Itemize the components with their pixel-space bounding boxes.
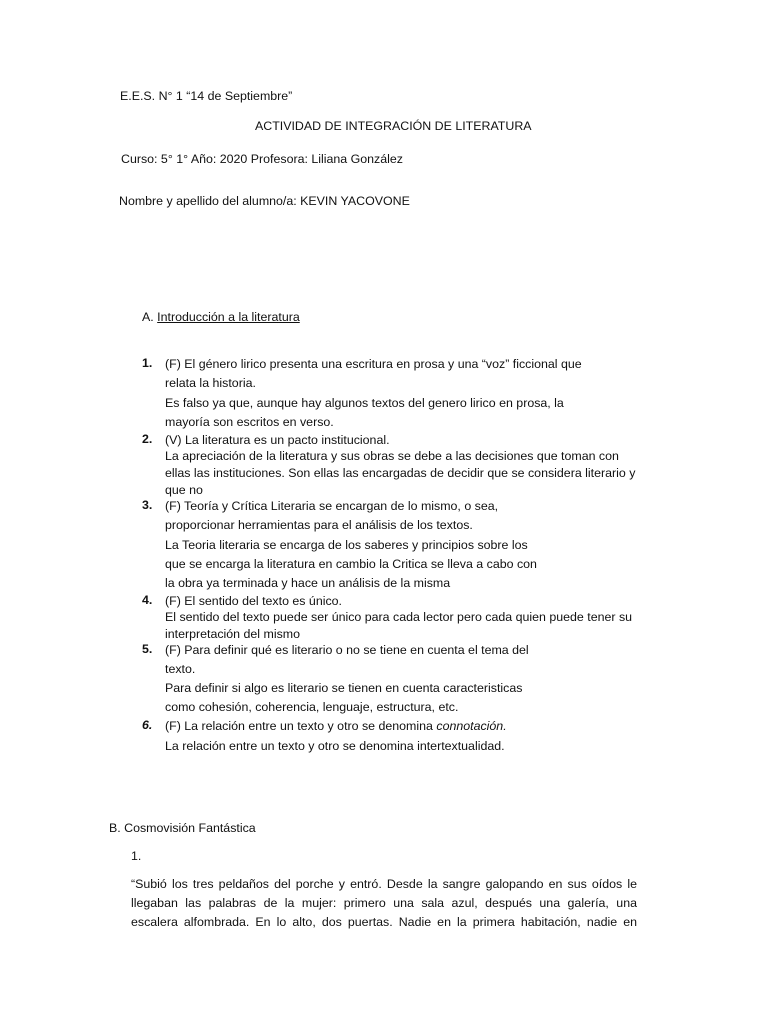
item-text: la obra ya terminada y hace un análisis de la misma [165, 576, 451, 590]
paragraph-line: escalera alfombrada. En lo alto, dos puertas. Nadie en la primera habitación, nadie en [131, 915, 637, 929]
item-text: texto. [165, 662, 196, 676]
item-text: interpretación del mismo [165, 627, 300, 641]
item-text: (F) Para definir qué es literario o no se tiene en cuenta el tema del [165, 643, 529, 657]
item-text: Para definir si algo es literario se tienen en cuenta caracteristicas [165, 681, 523, 695]
item-number: 2. [142, 432, 153, 446]
item-text: ellas las instituciones. Son ellas las encargadas de decidir que se considera literario y [165, 466, 636, 480]
student-name: Nombre y apellido del alumno/a: KEVIN YACOVONE [119, 194, 410, 208]
item-number: 1. [142, 356, 153, 370]
item-text: (F) El sentido del texto es único. [165, 594, 342, 608]
item-text: (V) La literatura es un pacto institucional. [165, 433, 390, 447]
school-name: E.E.S. N° 1 “14 de Septiembre” [120, 89, 293, 103]
paragraph-line: llegaban las palabras de la mujer: primero una sala azul, después una galería, una [131, 896, 637, 910]
item-text [165, 718, 507, 734]
item-text: como cohesión, coherencia, lenguaje, estructura, etc. [165, 700, 459, 714]
item-text: (F) El género lirico presenta una escritura en prosa y una “voz” ficcional que [165, 357, 582, 371]
paragraph-line: “Subió los tres peldaños del porche y entró. Desde la sangre galopando en sus oídos le [131, 877, 637, 891]
item-number: 4. [142, 593, 153, 607]
item-text: que se encarga la literatura en cambio la Critica se lleva a cabo con [165, 557, 537, 571]
item-text: proporcionar herramientas para el análisis de los textos. [165, 518, 473, 532]
section-b-heading: B. Cosmovisión Fantástica [109, 821, 256, 835]
item-text: La relación entre un texto y otro se denomina intertextualidad. [165, 739, 505, 753]
section-a-letter: A. [142, 310, 154, 324]
item-text: mayoría son escritos en verso. [165, 415, 334, 429]
item-text: (F) Teoría y Crítica Literaria se encargan de lo mismo, o sea, [165, 499, 499, 513]
item-number: 5. [142, 642, 153, 656]
item-text-italic: connotación. [436, 719, 507, 733]
document-title: ACTIVIDAD DE INTEGRACIÓN DE LITERATURA [255, 119, 532, 133]
item-text: Es falso ya que, aunque hay algunos textos del genero lirico en prosa, la [165, 396, 564, 410]
item-text: La Teoria literaria se encarga de los saberes y principios sobre los [165, 538, 528, 552]
item-number: 3. [142, 498, 153, 512]
item-text: El sentido del texto puede ser único para cada lector pero cada quien puede tener su [165, 610, 633, 624]
section-a-title: Introducción a la literatura [157, 310, 300, 324]
course-info: Curso: 5° 1° Año: 2020 Profesora: Liliana González [121, 152, 403, 166]
item-number: 6. [142, 718, 153, 732]
item-text: La apreciación de la literatura y sus obras se debe a las decisiones que toman con [165, 449, 619, 463]
item-text: relata la historia. [165, 376, 256, 390]
section-a-heading [142, 309, 300, 325]
item-text: que no [165, 483, 203, 497]
item-text-prefix: (F) La relación entre un texto y otro se denomina [165, 719, 437, 733]
section-b-item-number: 1. [131, 849, 142, 863]
